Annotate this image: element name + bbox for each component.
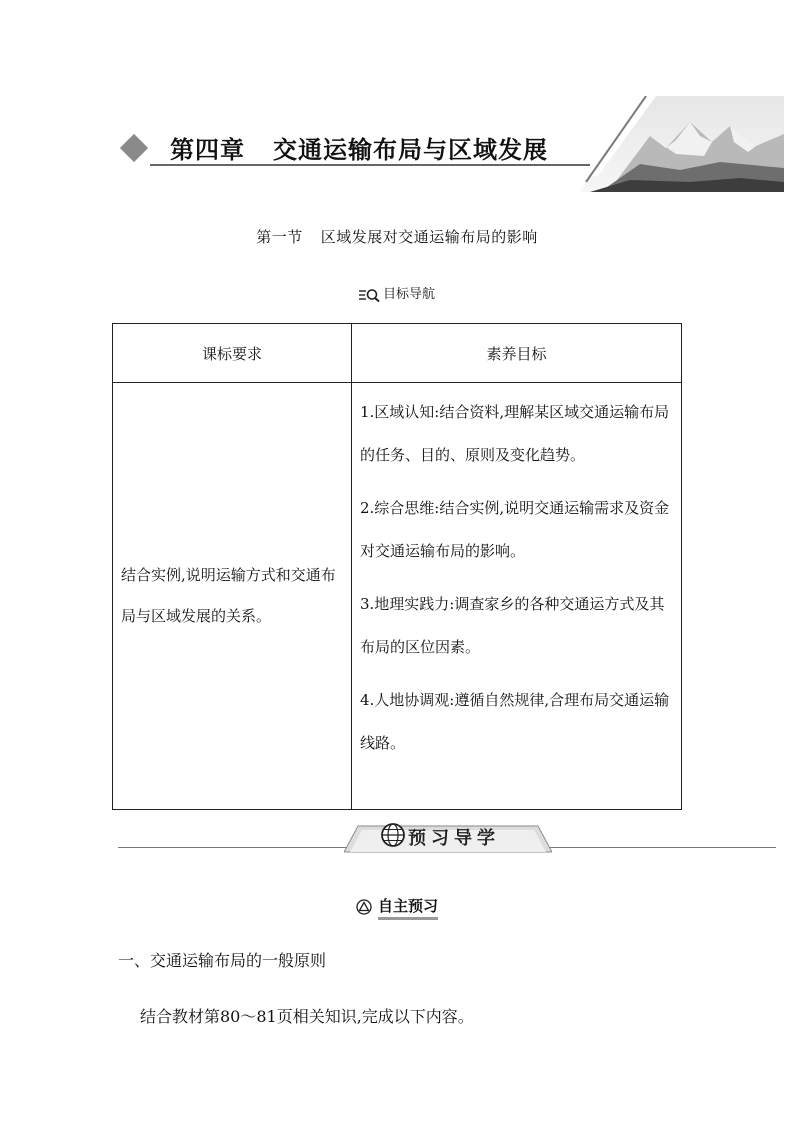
chapter-label: 第四章 <box>170 135 245 164</box>
magnifier-icon <box>359 288 381 302</box>
table-row <box>113 383 682 810</box>
objectives-nav-label <box>0 283 794 302</box>
mountain-landscape-image <box>580 96 784 192</box>
goals-table <box>112 323 682 810</box>
content-instruction: 结合教材第80～81页相关知识,完成以下内容。 <box>140 1007 474 1026</box>
section-name: 区域发展对交通运输布局的影响 <box>320 228 538 246</box>
header-literacy-goals: 素养目标 <box>352 324 682 383</box>
preview-banner <box>118 818 776 862</box>
preview-banner-title: 预习导学 <box>408 828 500 849</box>
literacy-goal-item: 3.地理实践力:调查家乡的各种交通运方式及其布局的区位因素。 <box>360 595 665 656</box>
literacy-goal-item: 2.综合思维:结合实例,说明交通运输需求及资金对交通运输布局的影响。 <box>360 499 670 560</box>
literacy-goal-item: 4.人地协调观:遵循自然规律,合理布局交通运输线路。 <box>360 691 670 752</box>
globe-icon <box>380 822 406 848</box>
content-heading: 一、交通运输布局的一般原则 <box>118 951 327 970</box>
diamond-icon <box>120 134 148 162</box>
chapter-underline <box>150 164 590 166</box>
objectives-nav-text: 目标导航 <box>382 287 435 302</box>
chapter-title <box>170 130 548 165</box>
chapter-name: 交通运输布局与区域发展 <box>273 135 548 164</box>
chapter-header <box>112 128 792 192</box>
section-title <box>0 226 794 247</box>
literacy-goal-item: 1.区域认知:结合资料,理解某区域交通运输布局的任务、目的、原则及变化趋势。 <box>360 403 670 464</box>
header-curriculum-requirement: 课标要求 <box>113 324 352 383</box>
self-study-text: 自主预习 <box>378 895 438 920</box>
table-header-row <box>113 324 682 383</box>
self-study-heading <box>0 895 794 920</box>
curriculum-requirement-cell: 结合实例,说明运输方式和交通布局与区域发展的关系。 <box>113 383 352 810</box>
literacy-goals-cell <box>352 383 682 810</box>
section-label: 第一节 <box>256 228 303 246</box>
triangle-icon <box>356 899 372 915</box>
